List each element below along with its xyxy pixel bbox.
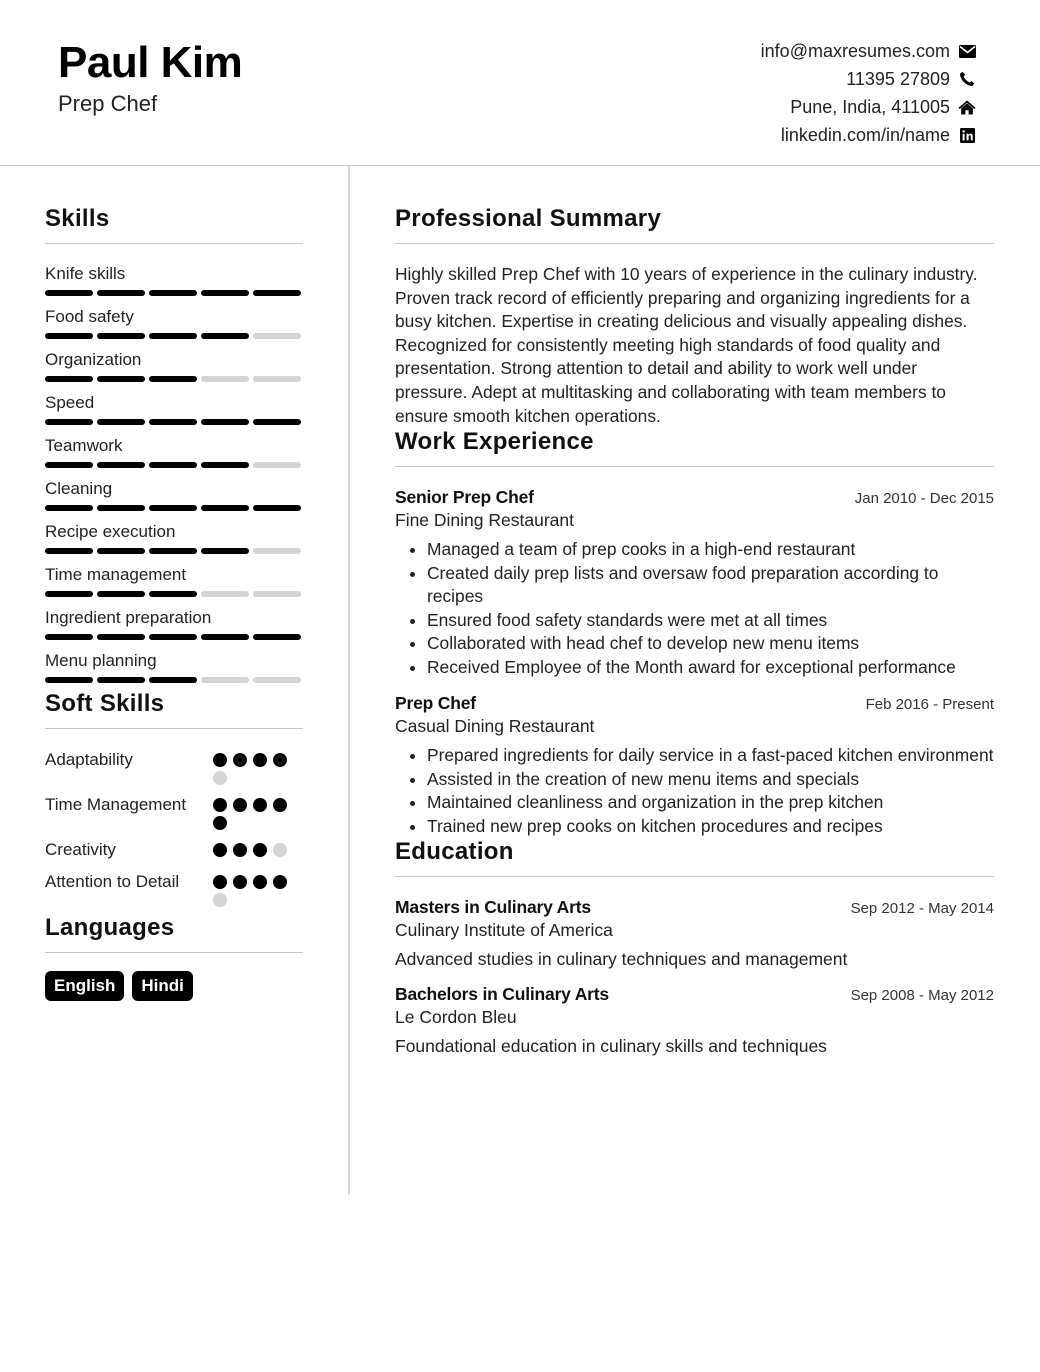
summary-rule bbox=[395, 243, 994, 244]
rating-dot-filled bbox=[273, 875, 287, 889]
job-bullet: • Prepared ingredients for daily service in a fast-paced kitchen environment bbox=[427, 744, 994, 768]
skill-level-bar bbox=[45, 462, 301, 468]
contact-list bbox=[761, 37, 976, 149]
soft-skill-rating bbox=[213, 837, 303, 862]
skill-segment-filled bbox=[45, 591, 93, 597]
skill-segment-empty bbox=[253, 333, 301, 339]
candidate-title: Prep Chef bbox=[58, 91, 158, 116]
soft-skill-rating bbox=[213, 747, 303, 785]
rating-dot-filled bbox=[253, 798, 267, 812]
rating-dot-filled bbox=[253, 753, 267, 767]
languages-rule bbox=[45, 952, 303, 953]
skill-name: Menu planning bbox=[45, 651, 157, 670]
skill-level-bar bbox=[45, 290, 301, 296]
education-school: Le Cordon Bleu bbox=[395, 1007, 517, 1028]
contact-linkedin[interactable] bbox=[761, 121, 976, 149]
skill-name: Organization bbox=[45, 350, 142, 369]
skill-segment-empty bbox=[253, 462, 301, 468]
skill-segment-empty bbox=[253, 591, 301, 597]
rating-dot-filled bbox=[233, 875, 247, 889]
skill-segment-filled bbox=[149, 505, 197, 511]
rating-dot-filled bbox=[253, 875, 267, 889]
rating-dot-filled bbox=[213, 843, 227, 857]
soft-skill-row bbox=[45, 747, 303, 785]
candidate-name: Paul Kim bbox=[58, 38, 243, 87]
skill-level-bar bbox=[45, 591, 301, 597]
job-date: Jan 2010 - Dec 2015 bbox=[854, 490, 994, 508]
soft-skill-row bbox=[45, 792, 303, 830]
rating-dot-filled bbox=[213, 798, 227, 812]
skill-segment-filled bbox=[45, 634, 93, 640]
skill-segment-filled bbox=[149, 290, 197, 296]
skill-level-bar bbox=[45, 333, 301, 339]
experience-section bbox=[395, 428, 994, 838]
education-description: Advanced studies in culinary techniques and management bbox=[395, 949, 848, 970]
skill-segment-filled bbox=[45, 290, 93, 296]
skill-segment-filled bbox=[149, 548, 197, 554]
contact-phone[interactable] bbox=[761, 65, 976, 93]
job-bullet: • Assisted in the creation of new menu items and specials bbox=[427, 768, 994, 792]
skill-segment-filled bbox=[253, 505, 301, 511]
skill-name: Food safety bbox=[45, 307, 134, 326]
skill-name: Ingredient preparation bbox=[45, 608, 212, 627]
job-entry bbox=[395, 693, 994, 838]
rating-dot-filled bbox=[213, 816, 227, 830]
experience-heading: Work Experience bbox=[395, 428, 594, 456]
languages-list bbox=[45, 971, 303, 1001]
education-section bbox=[395, 838, 994, 1057]
skill-segment-filled bbox=[45, 462, 93, 468]
home-icon bbox=[958, 98, 976, 116]
language-badge-hindi: Hindi bbox=[132, 971, 193, 1001]
rating-dot-filled bbox=[253, 843, 267, 857]
skill-level-bar bbox=[45, 677, 301, 683]
job-bullet: • Managed a team of prep cooks in a high-end restaurant bbox=[427, 538, 994, 562]
soft-skill-name: Creativity bbox=[45, 840, 116, 859]
skill-segment-filled bbox=[97, 419, 145, 425]
skill-segment-filled bbox=[97, 677, 145, 683]
skill-segment-filled bbox=[253, 419, 301, 425]
skill-segment-empty bbox=[253, 376, 301, 382]
job-title: Senior Prep Chef bbox=[395, 487, 534, 508]
resume-header bbox=[0, 0, 1040, 166]
skill-segment-filled bbox=[97, 376, 145, 382]
skill-segment-filled bbox=[201, 462, 249, 468]
skill-segment-empty bbox=[253, 548, 301, 554]
skill-row bbox=[45, 643, 303, 686]
skill-level-bar bbox=[45, 548, 301, 554]
job-bullets bbox=[395, 538, 994, 679]
rating-dot-filled bbox=[233, 843, 247, 857]
skill-row bbox=[45, 299, 303, 342]
skill-level-bar bbox=[45, 634, 301, 640]
skill-segment-filled bbox=[149, 462, 197, 468]
education-description: Foundational education in culinary skills and techniques bbox=[395, 1036, 827, 1057]
skill-row bbox=[45, 342, 303, 385]
skill-segment-empty bbox=[201, 591, 249, 597]
skill-segment-filled bbox=[45, 419, 93, 425]
skill-segment-filled bbox=[97, 591, 145, 597]
job-bullet: • Collaborated with head chef to develop new menu items bbox=[427, 632, 994, 656]
skill-segment-filled bbox=[201, 290, 249, 296]
skill-row bbox=[45, 514, 303, 557]
skill-segment-filled bbox=[149, 376, 197, 382]
languages-section bbox=[45, 914, 303, 1001]
contact-email-text: info@maxresumes.com bbox=[760, 40, 950, 61]
column-divider bbox=[348, 166, 350, 1195]
skill-segment-filled bbox=[97, 548, 145, 554]
envelope-icon bbox=[958, 42, 976, 60]
skill-segment-filled bbox=[253, 634, 301, 640]
skill-segment-filled bbox=[149, 419, 197, 425]
job-bullet: • Trained new prep cooks on kitchen procedures and recipes bbox=[427, 815, 994, 839]
phone-icon bbox=[958, 70, 976, 88]
soft-skill-name: Adaptability bbox=[45, 750, 133, 769]
soft-skill-name: Attention to Detail bbox=[45, 872, 180, 891]
skill-row bbox=[45, 256, 303, 299]
contact-address bbox=[761, 93, 976, 121]
contact-address-text: Pune, India, 411005 bbox=[790, 96, 950, 117]
skill-segment-empty bbox=[253, 677, 301, 683]
job-bullet: • Received Employee of the Month award for exceptional performance bbox=[427, 656, 994, 680]
contact-linkedin-text: linkedin.com/in/name bbox=[780, 124, 950, 145]
summary-section bbox=[395, 205, 994, 428]
skill-segment-filled bbox=[201, 419, 249, 425]
skill-segment-filled bbox=[201, 634, 249, 640]
rating-dot-empty bbox=[273, 843, 287, 857]
soft-skill-row bbox=[45, 869, 303, 907]
education-degree: Masters in Culinary Arts bbox=[395, 897, 591, 918]
skill-name: Cleaning bbox=[45, 479, 113, 498]
summary-heading: Professional Summary bbox=[395, 205, 662, 232]
job-date: Feb 2016 - Present bbox=[865, 696, 994, 714]
education-degree: Bachelors in Culinary Arts bbox=[395, 984, 609, 1005]
job-bullet: • Created daily prep lists and oversaw food preparation according to recipes bbox=[427, 562, 994, 609]
skill-name: Speed bbox=[45, 393, 95, 412]
job-company: Casual Dining Restaurant bbox=[395, 716, 595, 737]
skill-segment-filled bbox=[149, 677, 197, 683]
skills-list bbox=[45, 256, 303, 686]
rating-dot-filled bbox=[273, 753, 287, 767]
languages-heading: Languages bbox=[45, 914, 175, 941]
soft-skills-rule bbox=[45, 728, 303, 729]
skill-row bbox=[45, 471, 303, 514]
skill-segment-filled bbox=[97, 290, 145, 296]
skill-segment-filled bbox=[149, 333, 197, 339]
skill-segment-filled bbox=[149, 634, 197, 640]
education-heading: Education bbox=[395, 838, 514, 866]
skill-segment-filled bbox=[97, 462, 145, 468]
summary-text: Highly skilled Prep Chef with 10 years of experience in the culinary industry. Proven track record of efficiently preparing and organizing ingredients for a busy kitchen. Expertise in creating delicious and visually appealing dishes. Recognized for consistently meeting high standards of food quality and presentation. Strong attention to detail and ability to work well under pressure. Adept at multitasking and collaborating with team members to ensure smooth kitchen operations. bbox=[395, 264, 978, 426]
soft-skills-section bbox=[45, 690, 303, 907]
rating-dot-empty bbox=[213, 771, 227, 785]
left-column bbox=[45, 205, 303, 1001]
linkedin-icon bbox=[958, 126, 976, 144]
skill-segment-filled bbox=[45, 376, 93, 382]
skill-segment-filled bbox=[45, 677, 93, 683]
contact-phone-text: 11395 27809 bbox=[846, 68, 950, 89]
skill-row bbox=[45, 385, 303, 428]
skill-name: Teamwork bbox=[45, 436, 123, 455]
rating-dot-filled bbox=[273, 798, 287, 812]
skill-level-bar bbox=[45, 505, 301, 511]
right-column bbox=[395, 205, 994, 1057]
skill-segment-filled bbox=[149, 591, 197, 597]
skill-segment-filled bbox=[97, 634, 145, 640]
skills-section bbox=[45, 205, 303, 686]
skill-name: Time management bbox=[45, 565, 187, 584]
rating-dot-filled bbox=[213, 753, 227, 767]
contact-email[interactable] bbox=[761, 37, 976, 65]
skill-segment-filled bbox=[45, 505, 93, 511]
skills-heading: Skills bbox=[45, 205, 110, 232]
skill-level-bar bbox=[45, 376, 301, 382]
soft-skill-row bbox=[45, 837, 303, 862]
skill-segment-filled bbox=[45, 548, 93, 554]
skill-name: Recipe execution bbox=[45, 522, 176, 541]
skill-segment-filled bbox=[97, 333, 145, 339]
skill-segment-filled bbox=[45, 333, 93, 339]
skill-row bbox=[45, 600, 303, 643]
job-title: Prep Chef bbox=[395, 693, 476, 714]
education-school: Culinary Institute of America bbox=[395, 920, 613, 941]
skills-rule bbox=[45, 243, 303, 244]
skill-segment-filled bbox=[253, 290, 301, 296]
rating-dot-filled bbox=[233, 753, 247, 767]
soft-skill-rating bbox=[213, 869, 303, 907]
skill-segment-filled bbox=[201, 548, 249, 554]
education-rule bbox=[395, 876, 994, 877]
soft-skills-list bbox=[45, 747, 303, 907]
skill-row bbox=[45, 557, 303, 600]
skill-segment-empty bbox=[201, 677, 249, 683]
soft-skill-name: Time Management bbox=[45, 795, 187, 814]
job-bullet: • Maintained cleanliness and organization in the prep kitchen bbox=[427, 791, 994, 815]
skill-segment-filled bbox=[201, 333, 249, 339]
rating-dot-filled bbox=[213, 875, 227, 889]
skill-level-bar bbox=[45, 419, 301, 425]
education-entry bbox=[395, 897, 994, 970]
skill-segment-filled bbox=[97, 505, 145, 511]
rating-dot-empty bbox=[213, 893, 227, 907]
job-bullets bbox=[395, 744, 994, 838]
soft-skills-heading: Soft Skills bbox=[45, 690, 165, 717]
job-company: Fine Dining Restaurant bbox=[395, 510, 574, 531]
education-date: Sep 2012 - May 2014 bbox=[850, 900, 994, 918]
skill-name: Knife skills bbox=[45, 264, 126, 283]
experience-rule bbox=[395, 466, 994, 467]
soft-skill-rating bbox=[213, 792, 303, 830]
education-entry bbox=[395, 984, 994, 1057]
skill-segment-filled bbox=[201, 505, 249, 511]
rating-dot-filled bbox=[233, 798, 247, 812]
job-bullet: • Ensured food safety standards were met at all times bbox=[427, 609, 994, 633]
education-date: Sep 2008 - May 2012 bbox=[850, 987, 994, 1005]
job-entry bbox=[395, 487, 994, 679]
skill-segment-empty bbox=[201, 376, 249, 382]
skill-row bbox=[45, 428, 303, 471]
language-badge-english: English bbox=[45, 971, 124, 1001]
